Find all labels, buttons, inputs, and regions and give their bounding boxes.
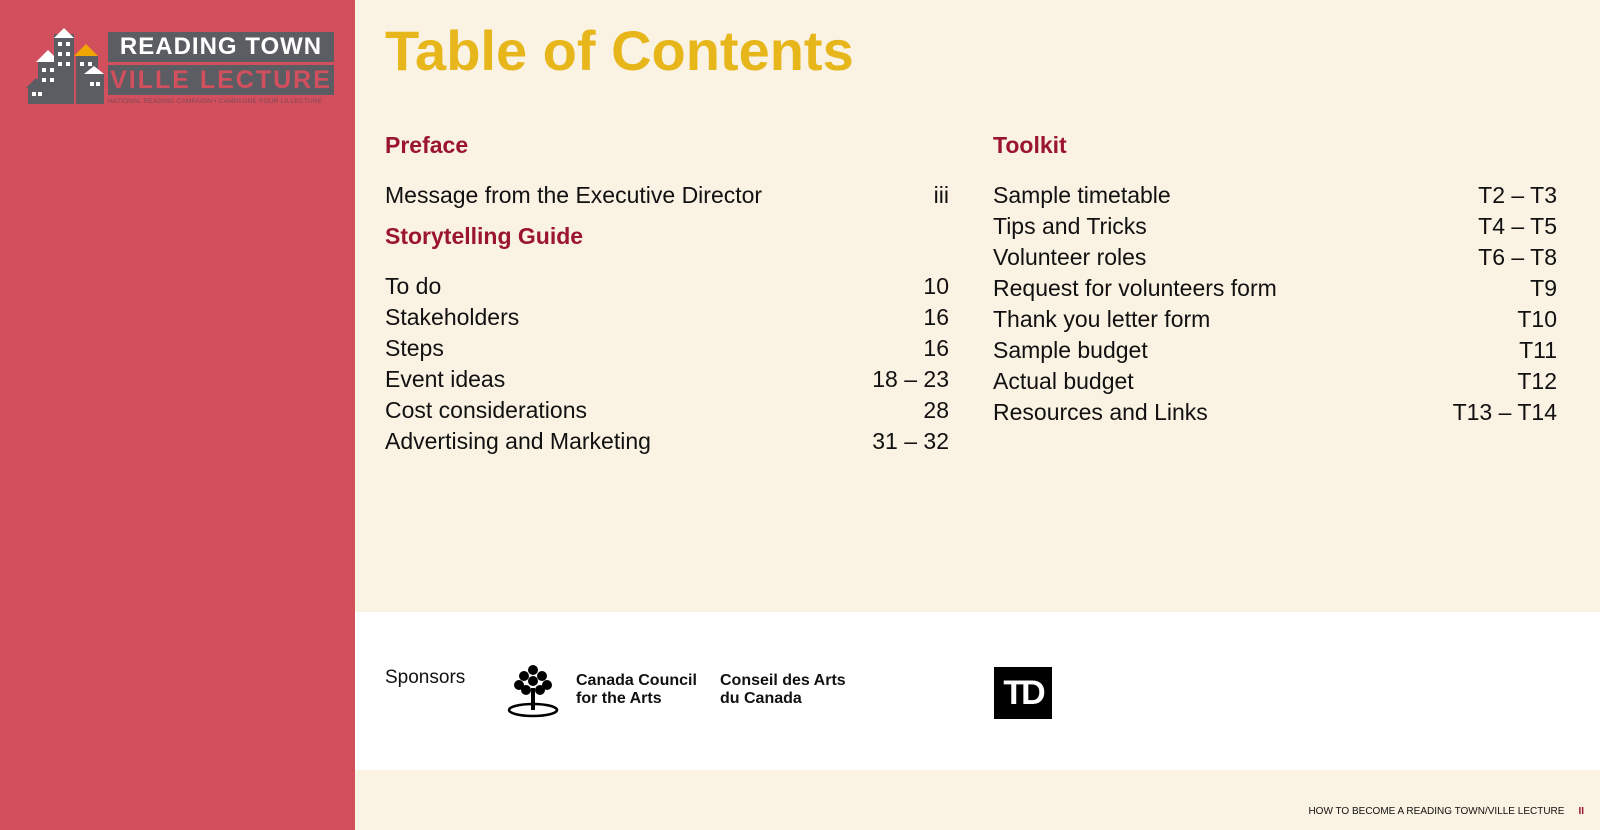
- toc-entry[interactable]: [993, 211, 1557, 242]
- toc-entry-label: Sample timetable: [993, 182, 1171, 208]
- logo-tagline: NATIONAL READING CAMPAIGN • CAMPAGNE POUR LA LECTURE: [108, 98, 323, 105]
- storytelling-list: [385, 271, 949, 457]
- toc-entry-label: Event ideas: [385, 366, 506, 392]
- toc-entry-label: Request for volunteers form: [993, 275, 1277, 301]
- canada-council-logo: [505, 662, 905, 722]
- toc-entry[interactable]: [385, 271, 949, 302]
- toc-entry-page: 10: [923, 273, 949, 299]
- toc-entry-label: To do: [385, 273, 442, 299]
- toc-entry[interactable]: [993, 180, 1557, 211]
- logo-title-french: VILLE LECTURE: [108, 65, 334, 95]
- conseil-des-arts-line1: Conseil des Arts: [720, 672, 846, 689]
- toc-entry-page: T6 – T8: [1478, 244, 1557, 270]
- reading-town-logo: [24, 28, 340, 112]
- canada-council-english: [576, 672, 697, 708]
- sponsors-band: [355, 612, 1600, 770]
- toc-right-column: [993, 130, 1557, 428]
- toc-entry-page: T10: [1517, 306, 1557, 332]
- toc-entry-label: Cost considerations: [385, 397, 587, 423]
- page-footer: [1308, 806, 1584, 817]
- section-heading-preface: Preface: [385, 132, 469, 158]
- canada-council-french: [720, 672, 846, 708]
- toc-entry[interactable]: [385, 180, 949, 211]
- toc-entry[interactable]: [993, 366, 1557, 397]
- toc-entry-label: Thank you letter form: [993, 306, 1211, 332]
- toc-entry-page: 28: [923, 397, 949, 423]
- toolkit-list: [993, 180, 1557, 428]
- section-heading-storytelling-guide: Storytelling Guide: [385, 223, 584, 249]
- toc-entry-label: Steps: [385, 335, 444, 361]
- toc-entry[interactable]: [385, 426, 949, 457]
- toc-entry-page: 16: [923, 335, 949, 361]
- toc-entry-page: T12: [1517, 368, 1557, 394]
- toc-entry-label: Tips and Tricks: [993, 213, 1147, 239]
- toc-entry-label: Resources and Links: [993, 399, 1208, 425]
- toc-entry[interactable]: [385, 364, 949, 395]
- toc-entry-page: T13 – T14: [1452, 399, 1557, 425]
- tree-icon: [505, 662, 561, 718]
- toc-left-column: [385, 130, 949, 457]
- toc-entry-page: 31 – 32: [872, 428, 949, 454]
- toc-entry-label: Actual budget: [993, 368, 1134, 394]
- page-number: II: [1578, 806, 1584, 817]
- toc-entry-label: Volunteer roles: [993, 244, 1147, 270]
- sponsors-label: Sponsors: [385, 667, 466, 688]
- toc-entry-page: T2 – T3: [1478, 182, 1557, 208]
- canada-council-line1: Canada Council: [576, 672, 697, 689]
- conseil-des-arts-line2: du Canada: [720, 690, 802, 707]
- toc-entry[interactable]: [993, 304, 1557, 335]
- section-heading-toolkit: Toolkit: [993, 132, 1067, 158]
- toc-entry-label: Stakeholders: [385, 304, 520, 330]
- toc-entry[interactable]: [385, 395, 949, 426]
- toc-entry[interactable]: [385, 302, 949, 333]
- preface-list: [385, 180, 949, 211]
- toc-entry-label: Sample budget: [993, 337, 1148, 363]
- page-title: Table of Contents: [385, 19, 854, 82]
- toc-entry-page: T4 – T5: [1478, 213, 1557, 239]
- td-bank-logo: TD: [994, 667, 1052, 719]
- city-buildings-icon: [24, 28, 108, 108]
- toc-entry-page: iii: [933, 182, 949, 208]
- canada-council-line2: for the Arts: [576, 690, 662, 707]
- toc-entry[interactable]: [993, 242, 1557, 273]
- sidebar: [0, 0, 355, 830]
- toc-entry-page: 18 – 23: [872, 366, 949, 392]
- toc-entry-page: T11: [1519, 337, 1557, 363]
- toc-entry-label: Message from the Executive Director: [385, 182, 763, 208]
- toc-entry-label: Advertising and Marketing: [385, 428, 651, 454]
- toc-entry[interactable]: [993, 335, 1557, 366]
- toc-entry-page: 16: [923, 304, 949, 330]
- toc-entry[interactable]: [993, 273, 1557, 304]
- toc-entry[interactable]: [993, 397, 1557, 428]
- toc-entry-page: T9: [1530, 275, 1557, 301]
- footer-text: HOW TO BECOME A READING TOWN/VILLE LECTURE: [1308, 806, 1565, 817]
- logo-title-english: READING TOWN: [108, 32, 334, 62]
- toc-entry[interactable]: [385, 333, 949, 364]
